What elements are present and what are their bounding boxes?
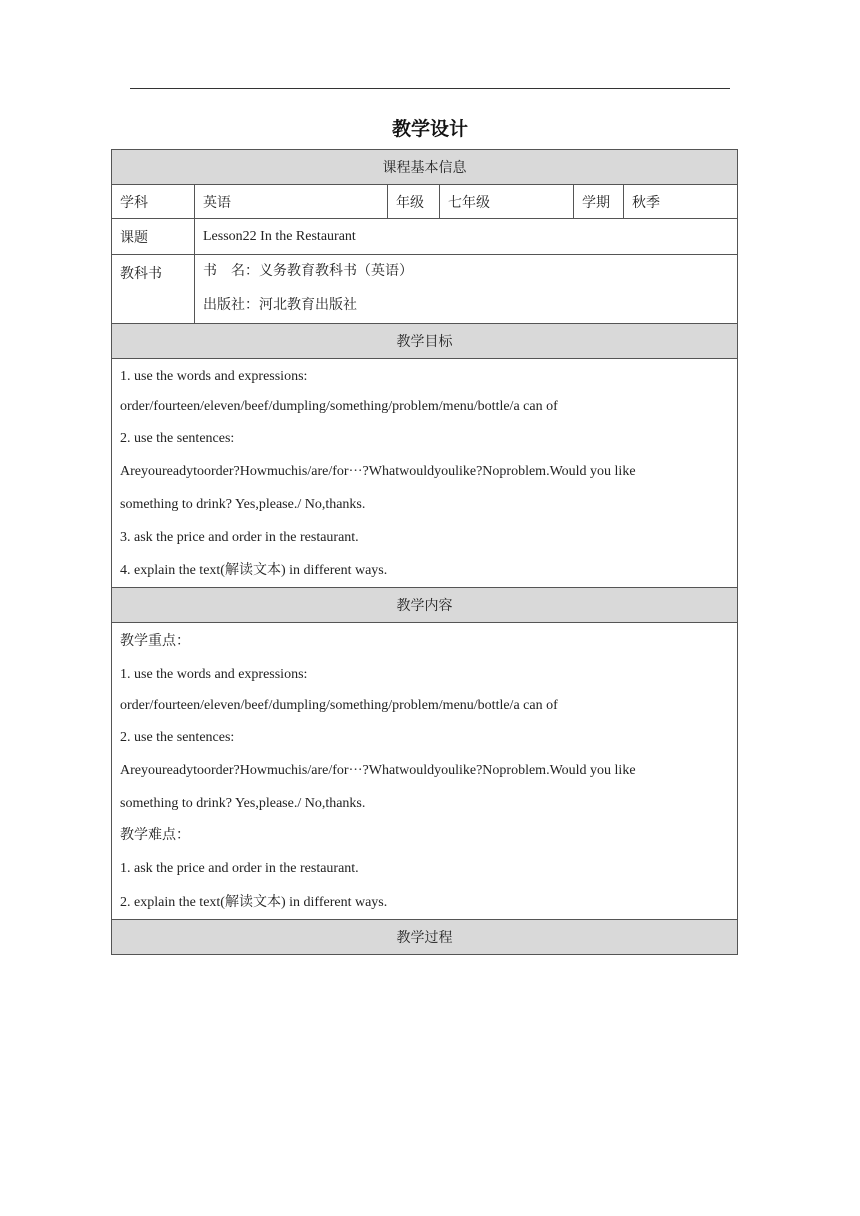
objective-line: order/fourteen/eleven/beef/dumpling/something/problem/menu/bottle/a can of	[120, 399, 558, 414]
key-point-line: something to drink? Yes,please./ No,thanks.	[120, 796, 366, 811]
key-point-line: 1. use the words and expressions:	[120, 667, 308, 682]
section-basic-info	[112, 150, 738, 185]
term-value: 秋季	[624, 185, 738, 219]
section-header-process: 教学过程	[112, 920, 738, 955]
grade-value: 七年级	[440, 185, 574, 219]
key-point-line: Areyoureadytoorder?Howmuchis/are/for···?Whatwouldyoulike?Noproblem.Would you like	[120, 763, 636, 778]
difficulties-label: 教学难点：	[120, 828, 190, 843]
objectives-content	[112, 359, 738, 588]
textbook-label: 教科书	[112, 255, 195, 324]
objective-line: 3. ask the price and order in the restaurant.	[120, 530, 359, 545]
section-process	[112, 920, 738, 955]
section-header-content: 教学内容	[112, 588, 738, 623]
lesson-label: 课题	[112, 219, 195, 255]
grade-label: 年级	[388, 185, 440, 219]
textbook-name: 书 名：义务教育教科书（英语）	[203, 264, 413, 279]
key-point-line: order/fourteen/eleven/beef/dumpling/something/problem/menu/bottle/a can of	[120, 698, 558, 713]
header-rule	[130, 88, 730, 89]
key-point-line: 2. use the sentences:	[120, 730, 235, 745]
objectives-body	[112, 359, 738, 588]
textbook-info	[195, 255, 738, 324]
textbook-row	[112, 255, 738, 324]
difficulty-line: 1. ask the price and order in the restaurant.	[120, 861, 359, 876]
objective-line: something to drink? Yes,please./ No,thanks.	[120, 497, 366, 512]
content-body	[112, 623, 738, 920]
key-points-label: 教学重点：	[120, 634, 190, 649]
subject-value: 英语	[195, 185, 388, 219]
section-content	[112, 588, 738, 623]
objective-line: 2. use the sentences:	[120, 431, 235, 446]
difficulty-line: 2. explain the text(解读文本) in different ways.	[120, 895, 388, 910]
term-label: 学期	[574, 185, 624, 219]
content-details	[112, 623, 738, 920]
subject-label: 学科	[112, 185, 195, 219]
subject-row	[112, 185, 738, 219]
objective-line: Areyoureadytoorder?Howmuchis/are/for···?Whatwouldyoulike?Noproblem.Would you like	[120, 464, 636, 479]
objective-line: 4. explain the text(解读文本) in different ways.	[120, 563, 388, 578]
section-header-objectives: 教学目标	[112, 324, 738, 359]
lesson-design-table	[111, 149, 738, 955]
objective-line: 1. use the words and expressions:	[120, 369, 308, 384]
section-objectives	[112, 324, 738, 359]
section-header-basic-info: 课程基本信息	[112, 150, 738, 185]
document-title: 教学设计	[391, 118, 468, 140]
lesson-value: Lesson22 In the Restaurant	[195, 219, 738, 255]
textbook-publisher: 出版社：河北教育出版社	[203, 298, 357, 313]
lesson-row	[112, 219, 738, 255]
